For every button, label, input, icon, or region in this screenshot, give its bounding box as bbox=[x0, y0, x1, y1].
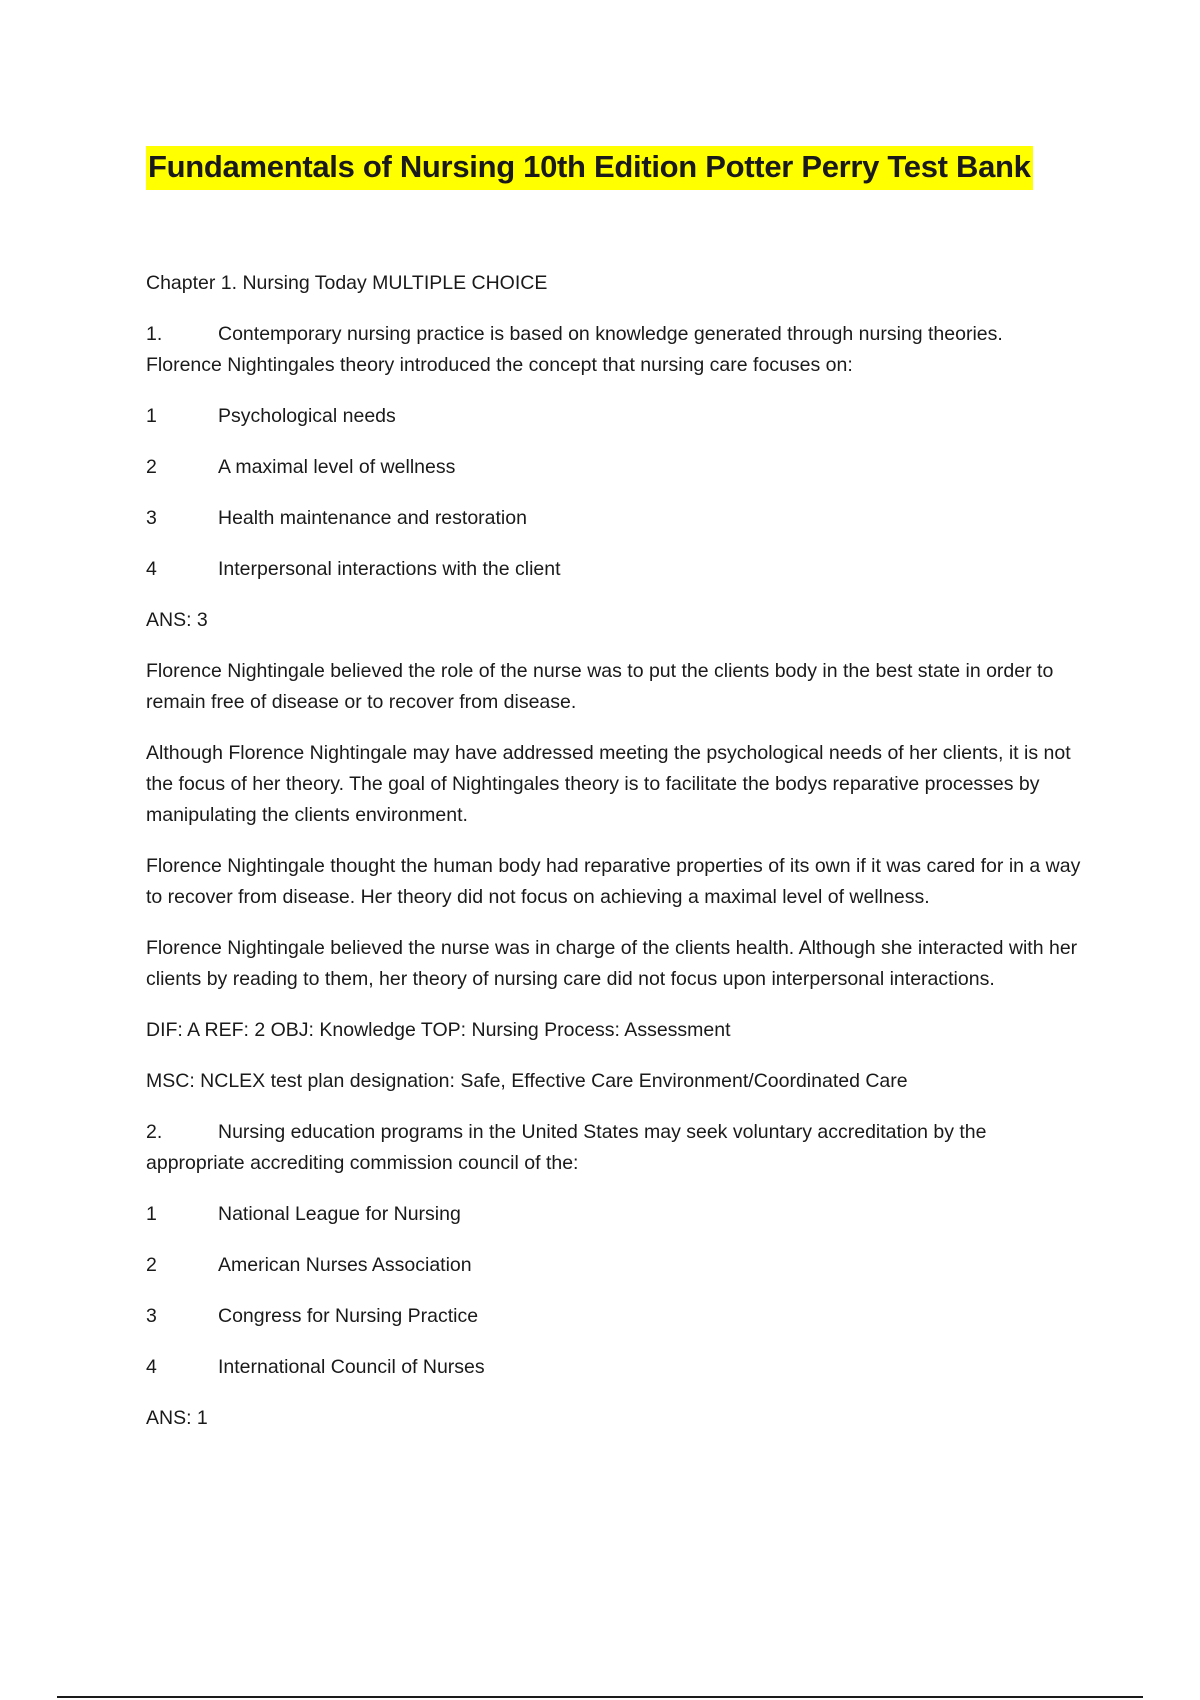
option-number: 3 bbox=[146, 1305, 157, 1327]
question-1-meta: DIF: A REF: 2 OBJ: Knowledge TOP: Nursing Process: Assessment bbox=[146, 1019, 731, 1041]
question-2-number: 2. bbox=[146, 1121, 163, 1143]
option-number: 1 bbox=[146, 405, 157, 427]
question-1-msc: MSC: NCLEX test plan designation: Safe, Effective Care Environment/Coordinated Care bbox=[146, 1070, 908, 1092]
option-number: 2 bbox=[146, 456, 157, 478]
option-text: Health maintenance and restoration bbox=[218, 507, 527, 529]
option-text: American Nurses Association bbox=[218, 1254, 472, 1276]
question-1-rationale-4: Florence Nightingale believed the nurse was in charge of the clients health. Although she interacted with her clients by reading to them, her theory of nursing care did not focus upon interpersonal interactions. bbox=[146, 937, 1078, 990]
chapter-heading: Chapter 1. Nursing Today MULTIPLE CHOICE bbox=[146, 272, 548, 294]
document-body bbox=[146, 268, 1096, 1454]
option-number: 2 bbox=[146, 1254, 157, 1276]
question-1-stem-rest: Florence Nightingales theory introduced the concept that nursing care focuses on: bbox=[146, 354, 853, 376]
question-1-number: 1. bbox=[146, 323, 163, 345]
question-2-stem-first: Nursing education programs in the United States may seek voluntary accreditation by the bbox=[218, 1121, 987, 1143]
question-1-answer: ANS: 3 bbox=[146, 609, 208, 631]
page-title: Fundamentals of Nursing 10th Edition Potter Perry Test Bank bbox=[146, 146, 1033, 190]
option-text: Interpersonal interactions with the client bbox=[218, 558, 561, 580]
question-1-first-line bbox=[146, 319, 1096, 350]
question-1 bbox=[146, 319, 1096, 381]
question-2-option-3 bbox=[146, 1301, 1096, 1332]
option-text: Congress for Nursing Practice bbox=[218, 1305, 479, 1327]
question-1-stem-first: Contemporary nursing practice is based on knowledge generated through nursing theories. bbox=[218, 323, 1003, 345]
option-number: 4 bbox=[146, 1356, 157, 1378]
option-number: 3 bbox=[146, 507, 157, 529]
question-1-option-3 bbox=[146, 503, 1096, 534]
question-1-rationale-3: Florence Nightingale thought the human body had reparative properties of its own if it was cared for in a way to recover from disease. Her theory did not focus on achieving a maximal level of wellness. bbox=[146, 855, 1081, 908]
question-1-rationale-1: Florence Nightingale believed the role of the nurse was to put the clients body in the best state in order to remain free of disease or to recover from disease. bbox=[146, 660, 1054, 713]
question-2-stem-rest: appropriate accrediting commission council of the: bbox=[146, 1152, 579, 1174]
question-2-option-1 bbox=[146, 1199, 1096, 1230]
option-number: 4 bbox=[146, 558, 157, 580]
question-2-first-line bbox=[146, 1117, 1096, 1148]
question-1-option-4 bbox=[146, 554, 1096, 585]
option-text: National League for Nursing bbox=[218, 1203, 461, 1225]
question-1-option-2 bbox=[146, 452, 1096, 483]
question-1-rationale-2: Although Florence Nightingale may have addressed meeting the psychological needs of her clients, it is not the focus of her theory. The goal of Nightingales theory is to facilitate the bodys reparative processes by manipulating the clients environment. bbox=[146, 742, 1071, 826]
option-text: A maximal level of wellness bbox=[218, 456, 456, 478]
question-2-option-2 bbox=[146, 1250, 1096, 1281]
question-2 bbox=[146, 1117, 1096, 1179]
question-2-answer: ANS: 1 bbox=[146, 1407, 208, 1429]
option-text: Psychological needs bbox=[218, 405, 396, 427]
question-2-option-4 bbox=[146, 1352, 1096, 1383]
footer-divider bbox=[57, 1696, 1143, 1698]
option-text: International Council of Nurses bbox=[218, 1356, 485, 1378]
option-number: 1 bbox=[146, 1203, 157, 1225]
question-1-option-1 bbox=[146, 401, 1096, 432]
